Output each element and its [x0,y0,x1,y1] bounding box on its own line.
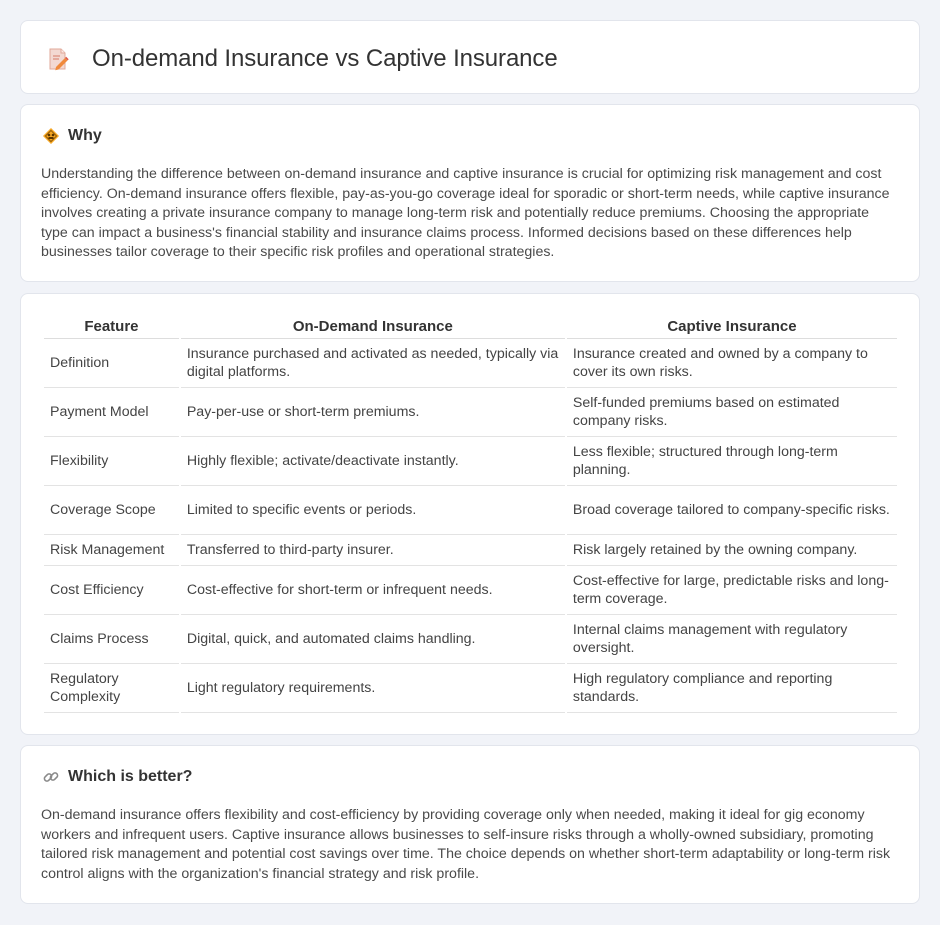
header-captive: Captive Insurance [567,315,897,339]
captive-cell: Insurance created and owned by a company to cover its own risks. [567,339,897,388]
captive-cell: Broad coverage tailored to company-specific risks. [567,486,897,535]
feature-cell: Payment Model [44,388,179,437]
captive-cell: Risk largely retained by the owning company. [567,535,897,566]
why-heading: Why [68,127,102,144]
page-title: On-demand Insurance vs Captive Insurance [92,45,558,72]
why-text: Understanding the difference between on-demand insurance and captive insurance is crucial for optimizing risk management and cost efficiency. On-demand insurance offers flexible, pay-as-you-go coverage ideal for sporadic or short-term needs, while captive insurance involves creating a private insurance company to manage long-term risk and potentially reduce premiums. Choosing the appropriate type can impact a business's financial stability and insurance claims process. Informed decisions based on these differences help businesses tailor coverage to their specific risk profiles and operational strategies. [41,166,890,261]
on-demand-cell: Pay-per-use or short-term premiums. [181,388,565,437]
captive-cell: Cost-effective for large, predictable risks and long-term coverage. [567,566,897,615]
feature-cell: Cost Efficiency [44,566,179,615]
document-pencil-icon [47,47,69,71]
header-feature: Feature [44,315,179,339]
feature-cell: Regulatory Complexity [44,664,179,713]
diamond-sign-icon [42,127,60,145]
table-row [44,339,897,388]
table-row [44,388,897,437]
on-demand-cell: Light regulatory requirements. [181,664,565,713]
on-demand-cell: Digital, quick, and automated claims handling. [181,615,565,664]
captive-cell: Self-funded premiums based on estimated company risks. [567,388,897,437]
captive-cell: Less flexible; structured through long-term planning. [567,437,897,486]
link-icon [42,768,60,786]
table-row [44,535,897,566]
captive-cell: Internal claims management with regulatory oversight. [567,615,897,664]
comparison-section [20,293,920,735]
better-text: On-demand insurance offers flexibility and cost-efficiency by providing coverage only when needed, making it ideal for gig economy workers and infrequent users. Captive insurance allows businesses to self-insure risks through a wholly-owned subsidiary, promoting tailored risk management and potential cost savings over time. The choice depends on whether short-term adaptability or long-term risk control aligns with the organization's financial strategy and risk profile. [41,807,891,882]
table-row [44,437,897,486]
table-row [44,566,897,615]
better-heading: Which is better? [68,768,193,785]
feature-cell: Definition [44,339,179,388]
table-header-row [44,315,897,339]
feature-cell: Coverage Scope [44,486,179,535]
on-demand-cell: Cost-effective for short-term or infrequent needs. [181,566,565,615]
table-row [44,615,897,664]
why-section [20,104,920,282]
comparison-table [42,315,899,713]
on-demand-cell: Limited to specific events or periods. [181,486,565,535]
title-card [20,20,920,94]
feature-cell: Claims Process [44,615,179,664]
on-demand-cell: Transferred to third-party insurer. [181,535,565,566]
table-row [44,664,897,713]
which-is-better-section [20,745,920,904]
table-row [44,486,897,535]
on-demand-cell: Insurance purchased and activated as needed, typically via digital platforms. [181,339,565,388]
feature-cell: Flexibility [44,437,179,486]
feature-cell: Risk Management [44,535,179,566]
header-on-demand: On-Demand Insurance [181,315,565,339]
captive-cell: High regulatory compliance and reporting standards. [567,664,897,713]
on-demand-cell: Highly flexible; activate/deactivate instantly. [181,437,565,486]
